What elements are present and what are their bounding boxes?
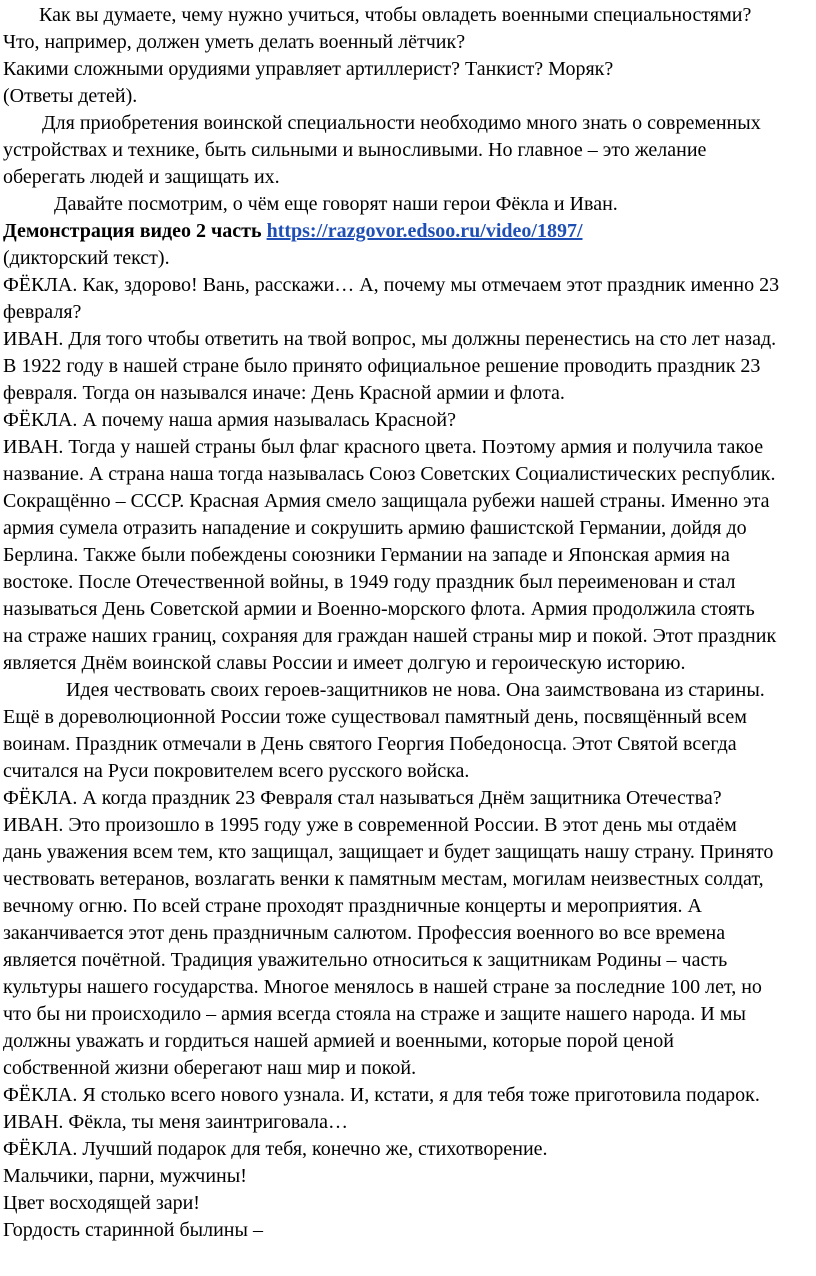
intro-answers-note: (Ответы детей). bbox=[3, 85, 138, 107]
paragraph-line: Идея чествовать своих героев-защитников не нова. Она заимствована из старины. bbox=[66, 679, 765, 701]
dialog-line: ИВАН. Это произошло в 1995 году уже в современной России. В этот день мы отдаём bbox=[3, 814, 737, 836]
dialog-line: ФЁКЛА. Как, здорово! Вань, расскажи… А, почему мы отмечаем этот праздник именно 23 bbox=[3, 274, 780, 296]
dialog-line: что бы ни происходило – армия всегда стояла на страже и защите нашего народа. И мы bbox=[3, 1003, 746, 1025]
poem-line: Цвет восходящей зари! bbox=[3, 1192, 200, 1214]
dialog-line: называться День Советской армии и Военно-морского флота. Армия продолжила стоять bbox=[3, 598, 755, 620]
dialog-line: вечному огню. По всей стране проходят праздничные концерты и мероприятия. А bbox=[3, 895, 702, 917]
dialog-line: ИВАН. Тогда у нашей страны был флаг красного цвета. Поэтому армия и получила такое bbox=[3, 436, 764, 458]
dialog-line: собственной жизни оберегают наш мир и покой. bbox=[3, 1057, 417, 1079]
dialog-line: востоке. После Отечественной войны, в 1949 году праздник был переименован и стал bbox=[3, 571, 736, 593]
dialog-line: является почётной. Традиция уважительно относиться к защитникам Родины – часть bbox=[3, 949, 728, 971]
dialog-line: февраля. Тогда он назывался иначе: День Красной армии и флота. bbox=[3, 382, 565, 404]
dialog-line: В 1922 году в нашей стране было принято официальное решение проводить праздник 23 bbox=[3, 355, 761, 377]
dialog-line: ФЁКЛА. А когда праздник 23 Февраля стал называться Днём защитника Отечества? bbox=[3, 787, 722, 809]
demo-line bbox=[0, 218, 816, 245]
demo-label: Демонстрация видео 2 часть bbox=[3, 220, 262, 242]
dialog-line: на страже наших границ, сохраняя для граждан нашей страны мир и покой. Этот праздник bbox=[3, 625, 777, 647]
dialog-line: Сокращённо – СССР. Красная Армия смело защищала рубежи нашей страны. Именно эта bbox=[3, 490, 770, 512]
dialog-line: ИВАН. Фёкла, ты меня заинтриговала… bbox=[3, 1111, 348, 1133]
intro-question-2: Что, например, должен уметь делать военный лётчик? bbox=[3, 31, 466, 53]
video-link[interactable]: https://razgovor.edsoo.ru/video/1897/ bbox=[266, 220, 583, 242]
dialog-line: дань уважения всем тем, кто защищал, защищает и будет защищать нашу страну. Принято bbox=[3, 841, 774, 863]
paragraph-line: Для приобретения воинской специальности необходимо много знать о современных bbox=[42, 112, 761, 134]
dialog-line: должны уважать и гордиться нашей армией и военными, которые порой ценой bbox=[3, 1030, 674, 1052]
dialog-line: февраля? bbox=[3, 301, 82, 323]
paragraph-line: устройствах и технике, быть сильными и выносливыми. Но главное – это желание bbox=[3, 139, 707, 161]
dialog-line: является Днём воинской славы России и имеет долгую и героическую историю. bbox=[3, 652, 686, 674]
dialog-line: ФЁКЛА. Я столько всего нового узнала. И, кстати, я для тебя тоже приготовила подарок. bbox=[3, 1084, 760, 1106]
dialog-line: ИВАН. Для того чтобы ответить на твой вопрос, мы должны перенестись на сто лет назад. bbox=[3, 328, 777, 350]
paragraph-line: воинам. Праздник отмечали в День святого Георгия Победоносца. Этот Святой всегда bbox=[3, 733, 737, 755]
dialog-line: культуры нашего государства. Многое менялось в нашей стране за последние 100 лет, но bbox=[3, 976, 762, 998]
dialog-line: название. А страна наша тогда называлась Союз Советских Социалистических республик. bbox=[3, 463, 776, 485]
dialog-line: чествовать ветеранов, возлагать венки к памятным местам, могилам неизвестных солдат, bbox=[3, 868, 764, 890]
poem-line: Гордость старинной былины – bbox=[3, 1219, 263, 1241]
dialog-line: ФЁКЛА. А почему наша армия называлась Красной? bbox=[3, 409, 456, 431]
intro-question-3: Какими сложными орудиями управляет артиллерист? Танкист? Моряк? bbox=[3, 58, 614, 80]
dialog-line: Берлина. Также были побеждены союзники Германии на западе и Японская армия на bbox=[3, 544, 730, 566]
poem-line: Мальчики, парни, мужчины! bbox=[3, 1165, 247, 1187]
dialog-line: ФЁКЛА. Лучший подарок для тебя, конечно же, стихотворение. bbox=[3, 1138, 548, 1160]
demo-note: (дикторский текст). bbox=[3, 247, 170, 269]
intro-question-1: Как вы думаете, чему нужно учиться, чтобы овладеть военными специальностями? bbox=[39, 4, 752, 26]
paragraph-line: считался на Руси покровителем всего русского войска. bbox=[3, 760, 470, 782]
paragraph-line: Давайте посмотрим, о чём еще говорят наши герои Фёкла и Иван. bbox=[54, 193, 618, 215]
paragraph-line: Ещё в дореволюционной России тоже существовал памятный день, посвящённый всем bbox=[3, 706, 747, 728]
dialog-line: заканчивается этот день праздничным салютом. Профессия военного во все времена bbox=[3, 922, 726, 944]
dialog-line: армия сумела отразить нападение и сокрушить армию фашистской Германии, дойдя до bbox=[3, 517, 747, 539]
paragraph-line: оберегать людей и защищать их. bbox=[3, 166, 280, 188]
